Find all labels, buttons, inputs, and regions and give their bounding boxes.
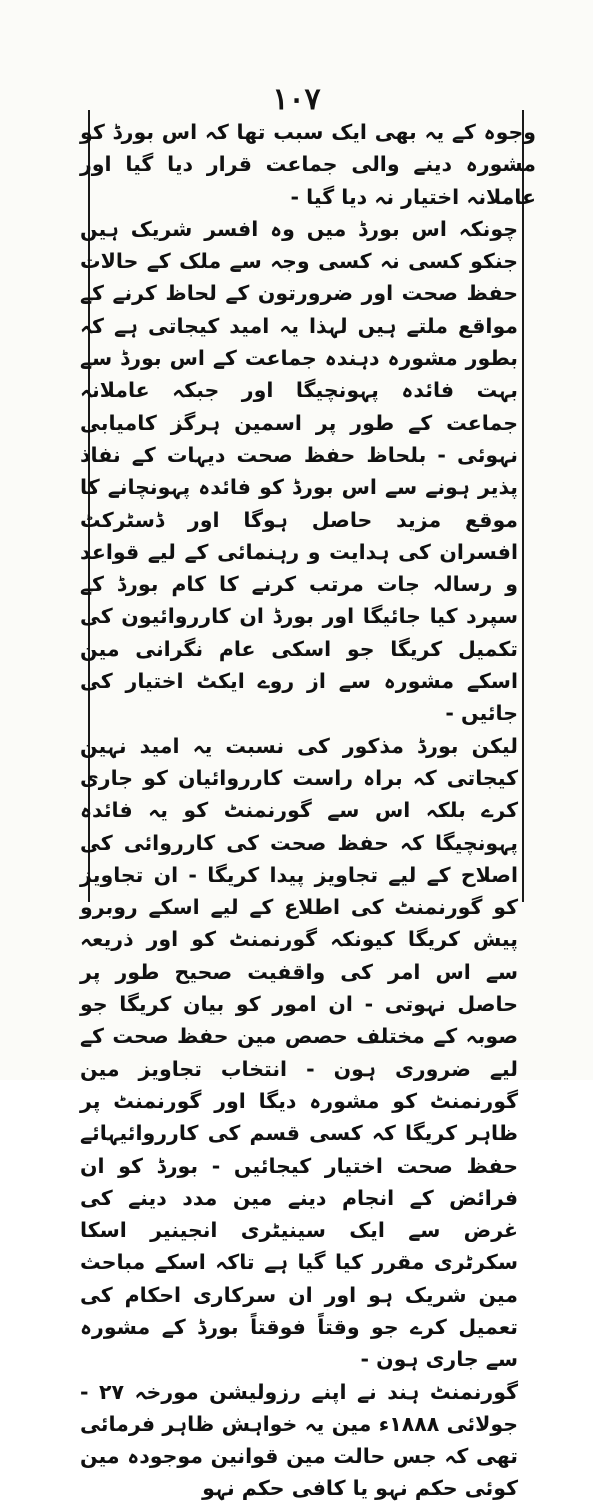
paragraph-3: لیکن بورڈ مذکور کی نسبت یہ امید نہین کیجاتی کہ براہ راست کارروائیان کو جاری کرے بلکہ اس سے گورنمنٹ کو یہ فائدہ پہونچیگا کہ حفظ صحت کی کارروائی کی اصلاح کے لیے تجاویز پیدا کریگا - ان تجاویز کو گورنمنٹ کی اطلاع کے لیے اسکے روبرو پیش کریگا کیونکہ گورنمنٹ کو اور ذریعہ سے اس امر کی واقفیت صحیح طور پر حاصل نہوتی - ان امور کو بیان کریگا جو صوبہ کے مختلف حصص مین حفظ صحت کے لیے ضروری ہون - انتخاب تجاویز مین گورنمنٹ کو مشورہ دیگا اور گورنمنٹ پر ظاہر کریگا کہ کسی قسم کی کارروائیہائے حفظ صحت اختیار کیجائیں - بورڈ کو ان فرائض کے انجام دینے مین مدد دینے کی غرض سے ایک سینیٹری انجینیر اسکا سکرٹری مقرر کیا گیا ہے تاکہ اسکے مباحث مین شریک ہو اور ان سرکاری احکام کی تعمیل کرے جو وقتاً فوقتاً بورڈ کے مشورہ سے جاری ہون - [80,733,518,1372]
paragraph-2: چونکہ اس بورڈ میں وہ افسر شریک ہیں جنکو کسی نہ کسی وجہ سے ملک کے حالات حفظ صحت اور ضرورتون کے لحاظ کرنے کے مواقع ملتے ہیں لہذا یہ امید کیجاتی ہے کہ بطور مشورہ دہندہ جماعت کے اس بورڈ سے بہت فائدہ پہونچیگا اور جبکہ عاملانہ جماعت کے طور پر اسمین ہرگز کامیابی نہوئی - بلحاظ حفظ صحت دیہات کے نفاذ پذیر ہونے سے اس بورڈ کو فائدہ پہونچانے کا موقع مزید حاصل ہوگا اور ڈسٹرکٹ افسران کی ہدایت و رہنمائی کے لیے قواعد و رسالہ جات مرتب کرنے کا کام بورڈ کے سپرد کیا جائیگا اور بورڈ ان کارروائیون کی تکمیل کریگا جو اسکی عام نگرانی مین اسکے مشورہ سے از روے ایکٹ اختیار کی جائیں - [80,216,518,726]
paragraph-4: گورنمنٹ ہند نے اپنے رزولیشن مورخہ ۲۷ - جولائی ۱۸۸۸ء مین یہ خواہش ظاہر فرمائی تھی کہ جس حالت مین قوانین موجودہ مین کوئی حکم نہو یا کافی حکم نہو [80,1379,518,1501]
page-number: ۱۰۷ [272,82,321,117]
urdu-text-body [80,116,536,1501]
paragraph-1: وجوہ کے یہ بھی ایک سبب تھا کہ اس بورڈ کو مشورہ دینے والی جماعت قرار دیا گیا اور عاملانہ اختیار نہ دیا گیا - [80,120,536,209]
